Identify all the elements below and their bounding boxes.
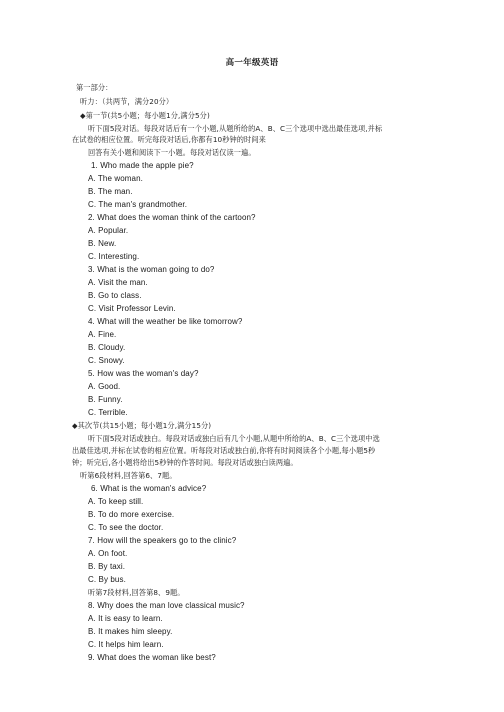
part-heading: 第一部分：: [76, 83, 113, 92]
option: A. It is easy to learn.: [88, 614, 163, 623]
question-5: 5. How was the woman's day?: [88, 369, 199, 378]
option: C. By bus.: [88, 575, 126, 584]
page-title: 高一年级英语: [225, 58, 279, 68]
question-9: 9. What does the woman like best?: [88, 653, 216, 662]
instruction-line: 听下面5段对话。每段对话后有一个小题,从题所给的A、B、C三个选项中选出最佳选项,并标: [88, 124, 383, 133]
option: A. Fine.: [88, 330, 117, 339]
option: B. Go to class.: [88, 291, 142, 300]
question-4: 4. What will the weather be like tomorrow?: [88, 317, 243, 326]
question-3: 3. What is the woman going to do?: [88, 265, 215, 274]
option: A. On foot.: [88, 549, 128, 558]
option: B. Funny.: [88, 395, 123, 404]
option: C. Terrible.: [88, 408, 128, 417]
option: B. New.: [88, 239, 117, 248]
question-1: 1. Who made the apple pie?: [91, 161, 194, 170]
option: A. The woman.: [88, 174, 143, 183]
option: B. The man.: [88, 187, 133, 196]
material-note: 听第7段材料,回答第8、9题。: [88, 588, 185, 597]
option: B. Cloudy.: [88, 343, 126, 352]
option: C. Visit Professor Levin.: [88, 304, 176, 313]
section-one-heading: ◆第一节(共5小题；每小题1分,满分5分): [80, 111, 210, 120]
instruction-line: 回答有关小题和阅读下一小题。每段对话仅读一遍。: [88, 148, 256, 157]
option: A. Visit the man.: [88, 278, 148, 287]
option: A. To keep still.: [88, 497, 144, 506]
material-note: 听第6段材料,回答第6、7题。: [80, 471, 177, 480]
question-7: 7. How will the speakers go to the clinic?: [88, 536, 237, 545]
option: C. The man's grandmother.: [88, 200, 188, 209]
option: C. Snowy.: [88, 356, 125, 365]
question-8: 8. Why does the man love classical music?: [88, 601, 245, 610]
option: C. Interesting.: [88, 252, 140, 261]
instruction-line: 在试卷的相应位置。听完每段对话后,你都有10秒钟的时间来: [72, 135, 266, 144]
instruction-line: 听下面5段对话或独白。每段对话或独白后有几个小题,从题中所给的A、B、C三个选项中选: [88, 434, 380, 443]
instruction-line: 钟；听完后,各小题将给出5秒钟的作答时间。每段对话或独白读两遍。: [72, 458, 298, 467]
option: B. It makes him sleepy.: [88, 627, 173, 636]
question-2: 2. What does the woman think of the cartoon?: [88, 213, 256, 222]
option: C. It helps him learn.: [88, 640, 164, 649]
option: A. Popular.: [88, 226, 129, 235]
listening-heading: 听力：（共两节，满分20分）: [80, 97, 174, 106]
option: B. By taxi.: [88, 562, 126, 571]
section-two-heading: ◆其次节(共15小题；每小题1分,满分15分): [72, 421, 212, 430]
option: C. To see the doctor.: [88, 523, 164, 532]
option: B. To do more exercise.: [88, 510, 175, 519]
instruction-line: 出最佳选项,并标在试卷的相应位置。听每段对话或独白前,你将有时间阅读各个小题,每小题5秒: [72, 446, 376, 455]
option: A. Good.: [88, 382, 121, 391]
question-6: 6. What is the woman's advice?: [91, 484, 207, 493]
